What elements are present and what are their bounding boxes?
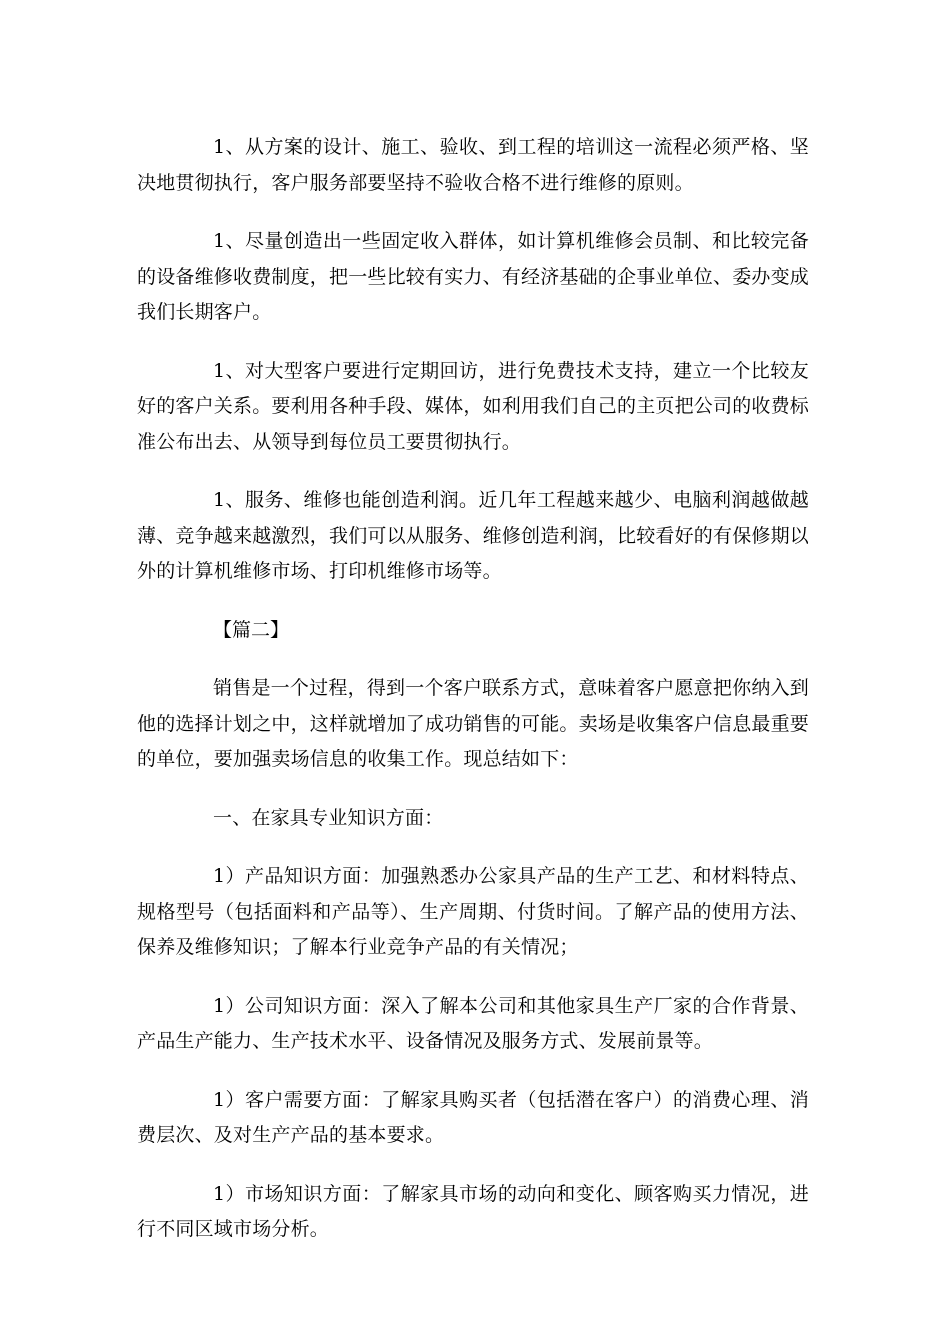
paragraph-customer-needs: 1）客户需要方面：了解家具购买者（包括潜在客户）的消费心理、消费层次、及对生产产品的基本要求。 [137,1088,809,1146]
section-heading: 【篇二】 [213,618,290,641]
paragraph-customer-visits: 1、对大型客户要进行定期回访，进行免费技术支持，建立一个比较友好的客户关系。要利用各种手段、媒体，如利用我们自己的主页把公司的收费标准公布出去、从领导到每位员工要贯彻执行。 [137,359,810,453]
document-body [137,130,809,1271]
paragraph-service-profit: 1、服务、维修也能创造利润。近几年工程越来越少、电脑利润越做越薄、竞争越来越激烈，我们可以从服务、维修创造利润，比较看好的有保修期以外的计算机维修市场、打印机维修市场等。 [137,489,810,582]
paragraph-acceptance-process: 1、从方案的设计、施工、验收、到工程的培训这一流程必须严格、坚决地贯彻执行，客户服务部要坚持不验收合格不进行维修的原则。 [137,136,809,194]
paragraph-sales-intro: 销售是一个过程，得到一个客户联系方式，意味着客户愿意把你纳入到他的选择计划之中，这样就增加了成功销售的可能。卖场是收集客户信息最重要的单位，要加强卖场信息的收集工作。现总结如下： [137,677,810,770]
paragraph-furniture-knowledge-heading: 一、在家具专业知识方面： [213,806,444,829]
paragraph-company-knowledge: 1）公司知识方面：深入了解本公司和其他家具生产厂家的合作背景、产品生产能力、生产技术水平、设备情况及服务方式、发展前景等。 [137,994,809,1052]
paragraph-product-knowledge: 1）产品知识方面：加强熟悉办公家具产品的生产工艺、和材料特点、规格型号（包括面料和产品等）、生产周期、付货时间。了解产品的使用方法、保养及维修知识；了解本行业竞争产品的有关情况； [137,865,809,958]
paragraph-fixed-income-groups: 1、尽量创造出一些固定收入群体，如计算机维修会员制、和比较完备的设备维修收费制度，把一些比较有实力、有经济基础的企事业单位、委办变成我们长期客户。 [137,230,810,323]
paragraph-market-knowledge: 1）市场知识方面：了解家具市场的动向和变化、顾客购买力情况，进行不同区域市场分析。 [137,1182,809,1240]
